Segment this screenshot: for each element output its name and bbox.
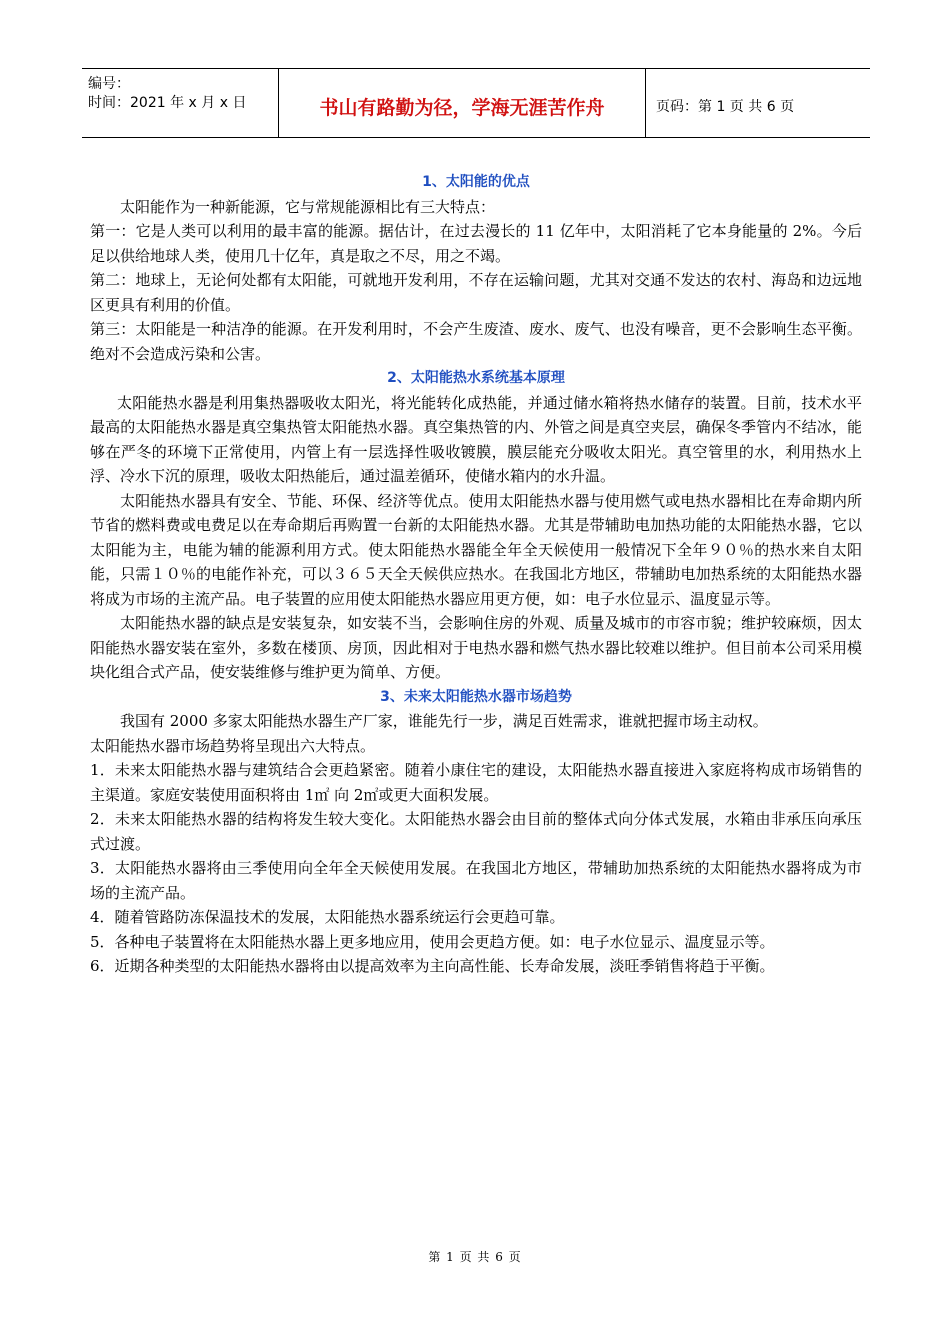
list-item: 5．各种电子装置将在太阳能热水器上更多地应用，使用会更趋方便。如：电子水位显示、温度显示等。: [90, 932, 775, 951]
page-footer: 第 1 页 共 6 页: [428, 1250, 522, 1264]
header-page-info: 页码：第 1 页 共 6 页: [656, 99, 795, 115]
number-label: 编号：: [88, 76, 130, 92]
header-motto: 书山有路勤为径，学海无涯苦作舟: [279, 69, 646, 137]
paragraph: 太阳能作为一种新能源，它与常规能源相比有三大特点：: [120, 197, 496, 216]
paragraph: 太阳能热水器的缺点是安装复杂，如安装不当，会影响住房的外观、质量及城市的市容市貌；维护较麻烦，因太阳能热水器安装在室外，多数在楼顶、房顶，因此相对于电热水器和燃气热水器比较难以维护。但目前本公司采用模块化组合式产品，使安装维修与维护更为简单、方便。: [90, 614, 862, 681]
section-heading-2: 2、太阳能热水系统基本原理: [387, 370, 565, 386]
section-heading-1: 1、太阳能的优点: [422, 174, 530, 190]
list-item: 3．太阳能热水器将由三季使用向全年全天候使用发展。在我国北方地区，带辅助加热系统的太阳能热水器将成为市场的主流产品。: [90, 859, 862, 902]
document-header: [82, 68, 870, 138]
paragraph: 第一：它是人类可以利用的最丰富的能源。据估计，在过去漫长的 11 亿年中，太阳消耗了它本身能量的 2%。今后足以供给地球人类，使用几十亿年，真是取之不尽，用之不竭。: [90, 222, 862, 265]
paragraph: 太阳能热水器是利用集热器吸收太阳光，将光能转化成热能，并通过储水箱将热水储存的装置。目前，技术水平最高的太阳能热水器是真空集热管太阳能热水器。真空集热管的内、外管之间是真空夹层，确保冬季管内不结冰，能够在严冬的环境下正常使用，内管上有一层选择性吸收镀膜，膜层能充分吸收太阳光。真空管里的水，利用热水上浮、冷水下沉的原理，吸收太阳热能后，通过温差循环，使储水箱内的水升温。: [90, 393, 862, 485]
paragraph: 第二：地球上，无论何处都有太阳能，可就地开发利用，不存在运输问题，尤其对交通不发达的农村、海岛和边远地区更具有利用的价值。: [90, 271, 862, 314]
paragraph: 太阳能热水器具有安全、节能、环保、经济等优点。使用太阳能热水器与使用燃气或电热水器相比在寿命期内所节省的燃料费或电费足以在寿命期后再购置一台新的太阳能热水器。尤其是带辅助电加热功能的太阳能热水器，它以太阳能为主，电能为辅的能源利用方式。使太阳能热水器能全年全天候使用一般情况下全年９０％的热水来自太阳能，只需１０％的电能作补充，可以３６５天全天候供应热水。在我国北方地区，带辅助电加热系统的太阳能热水器将成为市场的主流产品。电子装置的应用使太阳能热水器应用更方便，如：电子水位显示、温度显示等。: [90, 491, 862, 608]
time-label: 时间：2021 年 x 月 x 日: [88, 95, 247, 111]
document-body: [90, 170, 862, 979]
list-item: 4．随着管路防冻保温技术的发展，太阳能热水器系统运行会更趋可靠。: [90, 908, 565, 926]
list-item: 2．未来太阳能热水器的结构将发生较大变化。太阳能热水器会由目前的整体式向分体式发展，水箱由非承压向承压式过渡。: [90, 810, 862, 853]
paragraph: 我国有 2000 多家太阳能热水器生产厂家，谁能先行一步，满足百姓需求，谁就把握市场主动权。: [120, 712, 768, 730]
list-item: 1．未来太阳能热水器与建筑结合会更趋紧密。随着小康住宅的建设，太阳能热水器直接进入家庭将构成市场销售的主渠道。家庭安装使用面积将由 1㎡ 向 2㎡或更大面积发展。: [90, 761, 862, 804]
paragraph: 第三：太阳能是一种洁净的能源。在开发利用时，不会产生废渣、废水、废气、也没有噪音，更不会影响生态平衡。绝对不会造成污染和公害。: [90, 320, 862, 363]
header-meta: [82, 69, 279, 137]
paragraph: 太阳能热水器市场趋势将呈现出六大特点。: [90, 736, 376, 755]
section-heading-3: 3、未来太阳能热水器市场趋势: [380, 688, 572, 705]
list-item: 6．近期各种类型的太阳能热水器将由以提高效率为主向高性能、长寿命发展，淡旺季销售将趋于平衡。: [90, 957, 775, 975]
